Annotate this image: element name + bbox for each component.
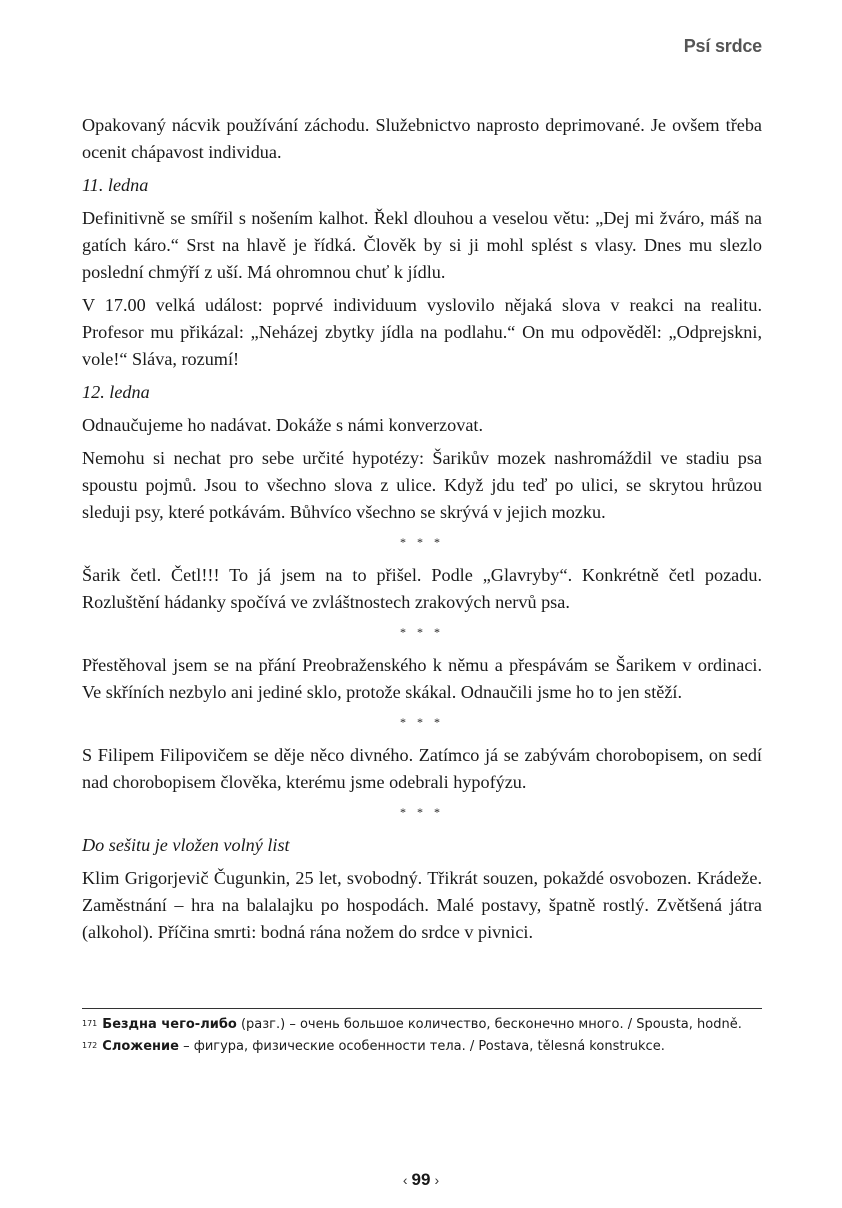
section-separator: * * * <box>400 805 444 819</box>
footnote-term: Сложение <box>102 1039 179 1054</box>
paragraph: V 17.00 velká událost: poprvé individuum vyslovilo nějaká slova v reakci na realitu. Profesor mu přikázal: „Neházej zbytky jídla na podlahu.“ On mu odpověděl: „Odprejskni, vole!“ Sláva, rozumí! <box>82 295 762 369</box>
paragraph: Nemohu si nechat pro sebe určité hypotézy: Šarikův mozek nashromáždil ve stadiu psa spoustu pojmů. Jsou to všechno slova z ulice. Když jdu teď po ulici, se skrytou hrůzou sleduji psy, které potkávám. Bůhvíco všechno se skrývá v jejich mozku. <box>82 448 762 522</box>
paragraph: S Filipem Filipovičem se děje něco divného. Zatímco já se zabývám chorobopisem, on sedí nad chorobopisem člověka, kterému jsme odebrali hypofýzu. <box>82 745 762 792</box>
page-number-value: 99 <box>411 1170 431 1189</box>
paragraph: Definitivně se smířil s nošením kalhot. Řekl dlouhou a veselou větu: „Dej mi žváro, máš na gatích káro.“ Srst na hlavě je řídká. Člověk by si ji mohl splést s vlasy. Dnes mu slezlo poslední chmýří z uší. Má ohromnou chuť k jídlu. <box>82 208 762 282</box>
footnote <box>82 1015 762 1035</box>
footnote-number: 172 <box>82 1041 98 1050</box>
paragraph: Opakovaný nácvik používání záchodu. Služebnictvo naprosto deprimované. Je ovšem třeba ocenit chápavost individua. <box>82 115 762 162</box>
paragraph: Šarik četl. Četl!!! To já jsem na to přišel. Podle „Glavryby“. Konkrétně četl pozadu. Rozluštění hádanky spočívá ve zvláštnostech zrakových nervů psa. <box>82 565 762 612</box>
footnote-term: Бездна чего-либо <box>102 1017 237 1032</box>
section-separator: * * * <box>400 625 444 639</box>
paragraph: Klim Grigorjevič Čugunkin, 25 let, svobodný. Třikrát souzen, pokaždé osvobozen. Krádeže. Zaměstnání – hra na balalajku po hospodách. Malé postavy, špatně rostlý. Zvětšená játra (alkohol). Příčina smrti: bodná rána nožem do srdce v pivnici. <box>82 868 762 942</box>
folio-left-mark: ‹ <box>402 1172 408 1188</box>
page-body <box>82 112 762 952</box>
running-title: Psí srdce <box>683 36 762 56</box>
section-separator: * * * <box>400 535 444 549</box>
section-separator: * * * <box>400 715 444 729</box>
footnote-text: (разг.) – очень большое количество, бесконечно много. / Spousta, hodně. <box>236 1017 742 1032</box>
page-number <box>0 1170 842 1190</box>
paragraph: Přestěhoval jsem se na přání Preobraženského k němu a přespávám se Šarikem v ordinaci. Ve skříních nezbylo ani jediné sklo, protože skákal. Odnaučili jsme ho to jen stěží. <box>82 655 762 702</box>
diary-date: 12. ledna <box>82 382 150 402</box>
paragraph: Odnaučujeme ho nadávat. Dokáže s námi konverzovat. <box>82 415 483 435</box>
footnote <box>82 1037 762 1057</box>
editorial-note: Do sešitu je vložen volný list <box>82 835 290 855</box>
footnote-number: 171 <box>82 1019 98 1028</box>
folio-right-mark: › <box>434 1172 440 1188</box>
diary-date: 11. ledna <box>82 175 149 195</box>
footnotes <box>82 1008 762 1059</box>
footnote-text: – фигура, физические особенности тела. / Postava, tělesná konstrukce. <box>178 1039 665 1054</box>
